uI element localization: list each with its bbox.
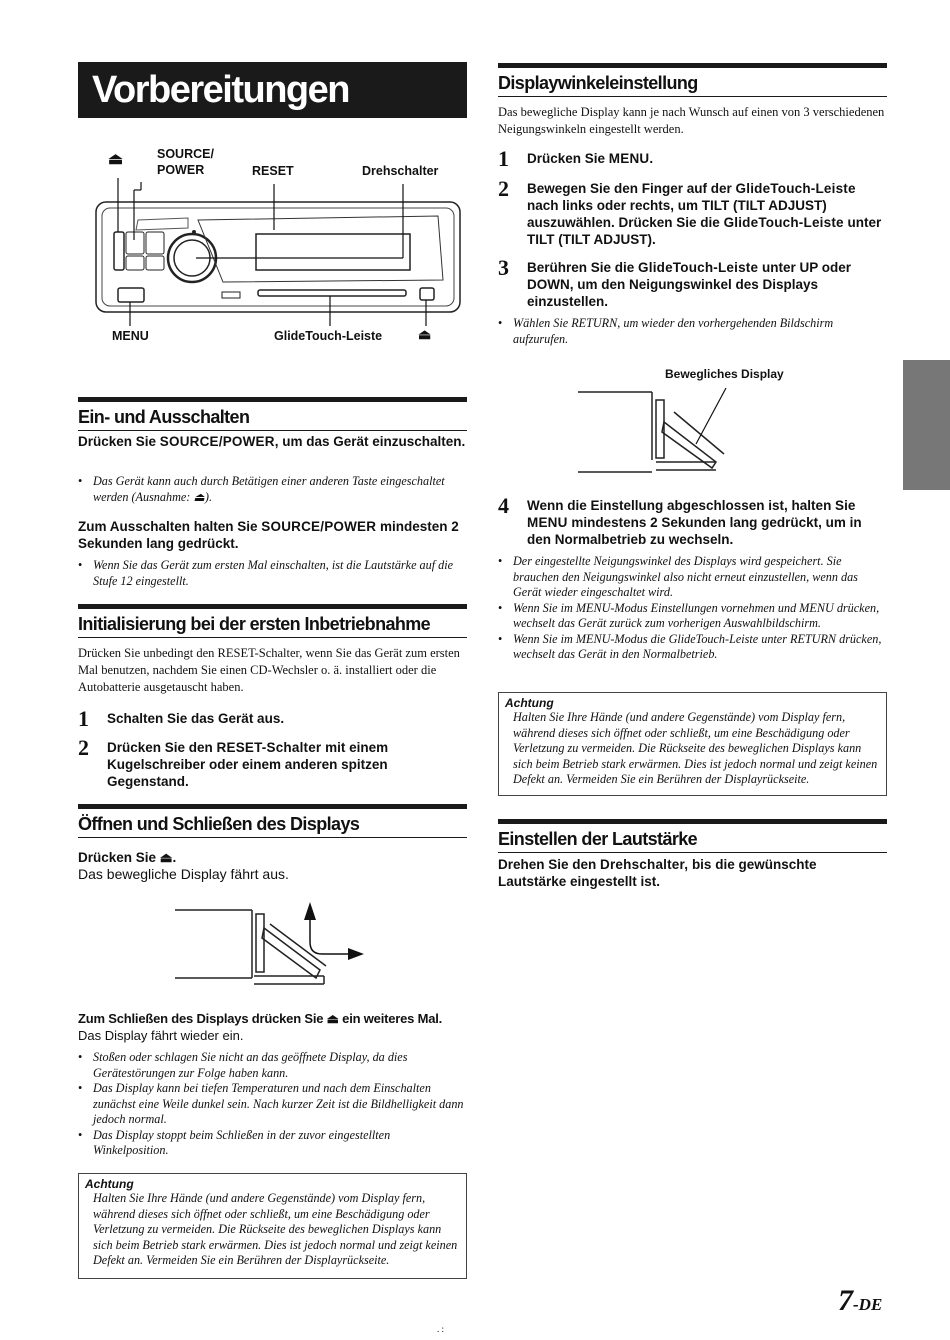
angle-return-note — [498, 316, 887, 347]
step-text — [107, 739, 457, 790]
step-text — [527, 259, 882, 310]
step2-keyword: RESET-Schalter — [216, 740, 322, 755]
note-item: • Wählen Sie RETURN, um wieder den vorhergehenden Bildschirm aufzurufen. — [498, 316, 887, 347]
power-off-text-b: mindesten 2 Sekunden lang gedrückt. — [78, 519, 459, 551]
angle-step-1 — [498, 146, 887, 171]
step-text — [527, 180, 882, 248]
volume-text-a: Drehen Sie den — [498, 857, 601, 872]
step2-text-a: Bewegen Sie den Finger auf der — [527, 181, 736, 196]
section-heading-angle: Displaywinkeleinstellung — [498, 63, 887, 97]
volume-keyword: Drehschalter, — [600, 857, 689, 872]
step-number: 2 — [78, 735, 89, 760]
step-text — [527, 150, 653, 167]
step1-keyword: MENU — [608, 151, 650, 166]
step-number: 3 — [498, 255, 509, 280]
step4-text-b: mindestens 2 Sekunden lang gedrückt, um in den Normalbetrieb zu wechseln. — [527, 515, 862, 547]
eject-symbol-label-left: ⏏ — [108, 151, 124, 168]
reset-label: RESET — [252, 164, 294, 178]
note-item: • Das Display stoppt beim Schließen in der zuvor eingestellten Winkelposition. — [78, 1128, 467, 1159]
step1-text-b: . — [649, 151, 654, 166]
step1-text-a: Drücken Sie — [527, 151, 609, 166]
head-unit-drawing — [78, 140, 467, 350]
step3-keyword: GlideTouch-Leiste — [638, 260, 759, 275]
caution-body: Halten Sie Ihre Hände (und andere Gegenstände) vom Display fern, während dieses sich öffnet oder schließt, um eine Beschädigung oder Verletzung zu vermeiden. Die Rückseite des beweglichen Displays kann sich beim Betrieb stark erwärmen. Dies ist jedoch normal und zeigt keinen Defekt an. Vermeiden Sie ein Berühren der Displayrückseite. — [93, 1191, 458, 1268]
angle-step-4 — [498, 493, 887, 551]
step2-keyword-1: GlideTouch-Leiste — [735, 181, 856, 196]
power-on-notes — [78, 474, 467, 505]
rotary-label: Drehschalter — [362, 164, 439, 178]
volume-instruction — [498, 856, 887, 890]
section-heading-init: Initialisierung bei der ersten Inbetriebnahme — [78, 604, 467, 638]
power-off-instruction — [78, 518, 467, 552]
step-text — [527, 497, 882, 548]
footer-mark: . : — [437, 1324, 445, 1334]
display-open-diagram — [170, 898, 380, 990]
step2-text-c: unter TILT (TILT ADJUST). — [527, 215, 882, 247]
init-step-1 — [78, 706, 467, 731]
eject-symbol-label-right: ⏏ — [418, 326, 432, 342]
power-on-text-b: , um das Gerät einzuschalten. — [274, 434, 466, 449]
open-instruction: Drücken Sie ⏏. — [78, 850, 177, 865]
step-number: 1 — [78, 706, 89, 731]
section-heading-open: Öffnen und Schließen des Displays — [78, 804, 467, 838]
init-step-2 — [78, 735, 467, 793]
note-item: • Der eingestellte Neigungswinkel des Displays wird gespeichert. Sie brauchen den Neigungswinkel also nicht erneut einzustellen, wenn das Gerät wieder eingeschaltet wird. — [498, 554, 887, 601]
close-instruction: Zum Schließen des Displays drücken Sie ⏏ ein weiteres Mal. — [78, 1011, 443, 1026]
step-number: 4 — [498, 493, 509, 518]
note-item: • Wenn Sie das Gerät zum ersten Mal einschalten, ist die Lautstärke auf die Stufe 12 eingestellt. — [78, 558, 467, 589]
page-title — [78, 62, 467, 118]
volume-text-b: bis die gewünschte Lautstärke eingestellt ist. — [498, 857, 817, 889]
source-power-label-1: SOURCE/ — [157, 147, 214, 161]
note-item: • Wenn Sie im MENU-Modus die GlideTouch-Leiste unter RETURN drücken, wechselt das Gerät in den Normalbetrieb. — [498, 632, 887, 663]
note-item: • Stoßen oder schlagen Sie nicht an das geöffnete Display, da dies Gerätestörungen zur Folge haben kann. — [78, 1050, 467, 1081]
page-title-text: Vorbereitungen — [92, 69, 349, 111]
power-on-instruction — [78, 433, 467, 450]
step-number: 2 — [498, 176, 509, 201]
step3-text-a: Berühren Sie die — [527, 260, 639, 275]
power-on-keyword: SOURCE/POWER — [159, 434, 275, 449]
page-number-digit: 7 — [838, 1284, 853, 1317]
note-item: • Das Gerät kann auch durch Betätigen einer anderen Taste eingeschaltet werden (Ausnahme: ⏏). — [78, 474, 467, 505]
caution-title: Achtung — [505, 696, 554, 710]
menu-label: MENU — [112, 329, 149, 343]
open-notes — [78, 1050, 467, 1159]
step2-text-a: Drücken Sie den — [107, 740, 217, 755]
caution-box-angle — [498, 692, 887, 796]
glidetouch-label: GlideTouch-Leiste — [274, 329, 383, 343]
note-item: • Wenn Sie im MENU-Modus Einstellungen vornehmen und MENU drücken, wechselt das Gerät zurück zum vorherigen Auswahlbildschirm. — [498, 601, 887, 632]
step2-text-b: mit einem Kugelschreiber oder einem anderen spitzen Gegenstand. — [107, 740, 389, 789]
movable-display-label: Bewegliches Display — [665, 367, 784, 381]
caution-title: Achtung — [85, 1177, 134, 1191]
page-number-suffix: -DE — [853, 1295, 883, 1314]
step3-text-b: unter UP oder DOWN, um den Neigungswinkel des Displays einzustellen. — [527, 260, 851, 309]
step2-text-b: nach links oder rechts, um TILT (TILT ADJUST) auszuwählen. Drücken Sie die — [527, 198, 827, 230]
note-item: • Das Display kann bei tiefen Temperaturen und nach dem Einschalten zunächst eine Weile dunkel sein. Nach kurzer Zeit ist die Bildhelligkeit dann jedoch normal. — [78, 1081, 467, 1128]
close-result: Das Display fährt wieder ein. — [78, 1028, 244, 1043]
step4-keyword: MENU — [527, 515, 568, 530]
angle-notes — [498, 554, 887, 663]
step4-text-a: Wenn die Einstellung abgeschlossen ist, halten Sie — [527, 498, 856, 513]
display-tilt-diagram — [570, 382, 760, 480]
init-body: Drücken Sie unbedingt den RESET-Schalter, wenn Sie das Gerät zum ersten Mal benutzen, nachdem Sie einen CD-Wechsler o. ä. installiert oder die Autobatterie ausgetauscht haben. — [78, 646, 460, 694]
open-result: Das bewegliche Display fährt aus. — [78, 866, 289, 882]
caution-body: Halten Sie Ihre Hände (und andere Gegenstände) vom Display fern, während dieses sich öffnet oder schließt, um eine Beschädigung oder Verletzung zu vermeiden. Die Rückseite des beweglichen Displays kann sich beim Betrieb stark erwärmen. Dies ist jedoch normal und zeigt keinen Defekt an. Vermeiden Sie ein Berühren der Displayrückseite. — [513, 710, 878, 787]
step-number: 1 — [498, 146, 509, 171]
step2-keyword-2: GlideTouch-Leiste — [723, 215, 844, 230]
front-panel-diagram — [78, 140, 467, 350]
power-off-notes — [78, 558, 467, 589]
side-tab-marker — [903, 360, 950, 490]
angle-step-2 — [498, 176, 887, 252]
section-heading-power: Ein- und Ausschalten — [78, 397, 467, 431]
page-number — [838, 1284, 882, 1318]
step-text: Schalten Sie das Gerät aus. — [107, 711, 285, 726]
angle-step-3 — [498, 255, 887, 313]
section-heading-volume: Einstellen der Lautstärke — [498, 819, 887, 853]
power-on-text-a: Drücken Sie — [78, 434, 160, 449]
caution-box-open — [78, 1173, 467, 1279]
power-off-keyword: SOURCE/POWER — [261, 519, 377, 534]
power-off-text-a: Zum Ausschalten halten Sie — [78, 519, 262, 534]
source-power-label-2: POWER — [157, 163, 205, 177]
angle-body: Das bewegliche Display kann je nach Wunsch auf einen von 3 verschiedenen Neigungswinkeln eingestellt werden. — [498, 105, 885, 136]
